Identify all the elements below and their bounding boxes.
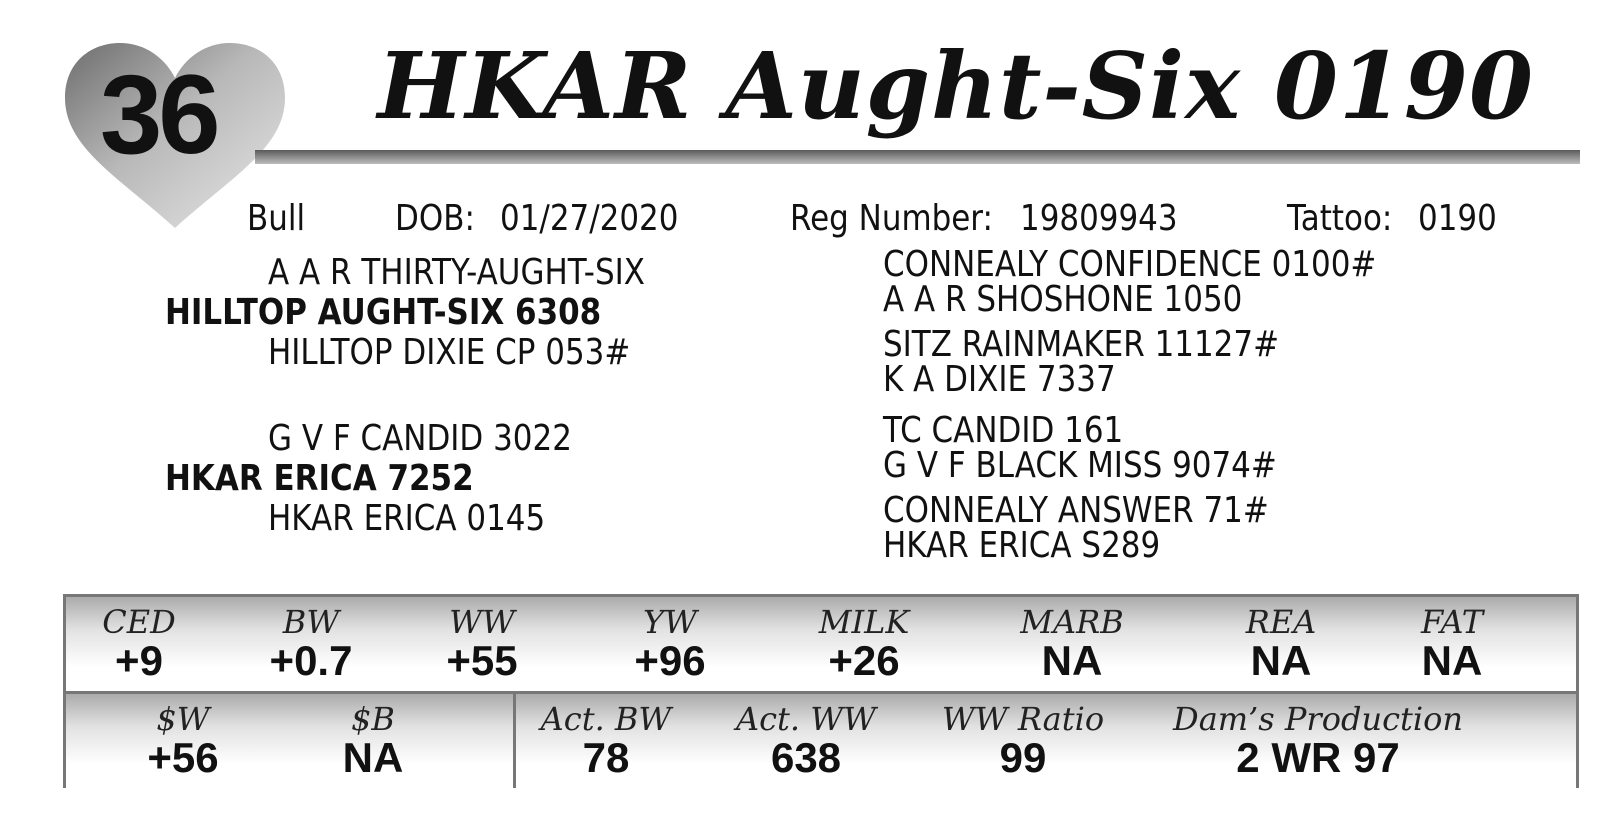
epd-label-dams-production: Dam’s Production bbox=[1173, 700, 1463, 738]
epd-value-act-ww: 638 bbox=[770, 734, 842, 781]
epd-value-fat: NA bbox=[1421, 637, 1483, 684]
epd-value-ww: +55 bbox=[446, 637, 518, 684]
epd-row bbox=[66, 694, 1576, 788]
epd-value-milk: +26 bbox=[828, 637, 900, 684]
title-rule bbox=[255, 150, 1580, 164]
epd-value-ww-ratio: 99 bbox=[999, 734, 1047, 781]
epd-value-yw: +96 bbox=[634, 637, 706, 684]
sire-sire-sire: CONNEALY CONFIDENCE 0100# bbox=[883, 244, 1377, 285]
epd-label-milk: MILK bbox=[818, 603, 910, 641]
epd-table bbox=[63, 594, 1579, 788]
sex-value: Bull bbox=[247, 198, 306, 239]
sire-sire: A A R THIRTY-AUGHT-SIX bbox=[268, 252, 645, 293]
dam-sire-sire: TC CANDID 161 bbox=[883, 410, 1124, 451]
epd-label-rea: REA bbox=[1245, 603, 1317, 641]
epd-value-rea: NA bbox=[1250, 637, 1312, 684]
epd-value-marb: NA bbox=[1041, 637, 1103, 684]
epd-label-act-bw: Act. BW bbox=[540, 700, 672, 738]
tattoo-label: Tattoo: bbox=[1287, 198, 1393, 239]
epd-value-dollar-b: NA bbox=[342, 734, 404, 781]
dam-dam: HKAR ERICA 0145 bbox=[268, 498, 546, 539]
dam-sire-dam: G V F BLACK MISS 9074# bbox=[883, 445, 1277, 486]
dob-value: 01/27/2020 bbox=[500, 198, 679, 239]
epd-label-ww-ratio: WW Ratio bbox=[941, 700, 1105, 738]
epd-label-marb: MARB bbox=[1020, 603, 1124, 641]
epd-value-act-bw: 78 bbox=[582, 734, 630, 781]
reg-number-value: 19809943 bbox=[1020, 198, 1178, 239]
epd-row bbox=[66, 597, 1576, 691]
epd-value-dams-production: 2 WR 97 bbox=[1236, 734, 1400, 781]
sire: HILLTOP AUGHT-SIX 6308 bbox=[165, 292, 602, 333]
animal-name: HKAR Aught-Six 0190 bbox=[377, 32, 1534, 140]
dam-dam-sire: CONNEALY ANSWER 71# bbox=[883, 490, 1269, 531]
epd-value-bw: +0.7 bbox=[269, 637, 353, 684]
epd-label-fat: FAT bbox=[1420, 603, 1484, 641]
table-column-divider bbox=[513, 694, 516, 788]
sire-sire-dam: A A R SHOSHONE 1050 bbox=[883, 279, 1243, 320]
epd-label-dollar-w: $W bbox=[156, 700, 210, 738]
dam: HKAR ERICA 7252 bbox=[165, 458, 474, 499]
sire-dam-sire: SITZ RAINMAKER 11127# bbox=[883, 324, 1280, 365]
dam-sire: G V F CANDID 3022 bbox=[268, 418, 572, 459]
sire-dam: HILLTOP DIXIE CP 053# bbox=[268, 332, 631, 373]
dob-label: DOB: bbox=[395, 198, 475, 239]
reg-number-label: Reg Number: bbox=[790, 198, 993, 239]
lot-number: 36 bbox=[100, 52, 217, 177]
epd-label-bw: BW bbox=[282, 603, 340, 641]
sire-dam-dam: K A DIXIE 7337 bbox=[883, 359, 1116, 400]
epd-label-ced: CED bbox=[102, 603, 176, 641]
epd-label-yw: YW bbox=[642, 603, 698, 641]
epd-value-dollar-w: +56 bbox=[147, 734, 219, 781]
epd-label-dollar-b: $B bbox=[351, 700, 395, 738]
dam-dam-dam: HKAR ERICA S289 bbox=[883, 525, 1161, 566]
tattoo-value: 0190 bbox=[1418, 198, 1497, 239]
epd-label-ww: WW bbox=[449, 603, 515, 641]
epd-label-act-ww: Act. WW bbox=[735, 700, 877, 738]
epd-value-ced: +9 bbox=[115, 637, 163, 684]
